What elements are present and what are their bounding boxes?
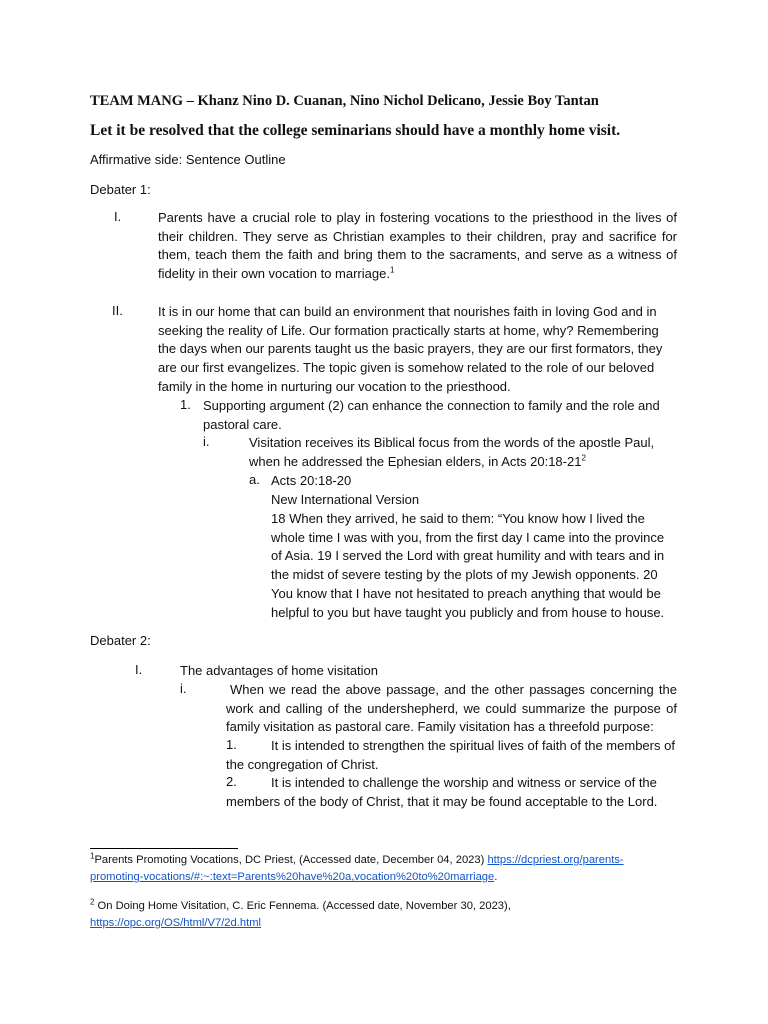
purpose-2-first-line: It is intended to challenge the worship and witness or service of the: [271, 775, 657, 790]
sub-i-body: Visitation receives its Biblical focus from the words of the apostle Paul, when he addressed the Ephesian elders, in Acts 20:18-21: [249, 435, 655, 469]
acts-verse: 18 When they arrived, he said to them: “You know how I lived the whole time I was with you, from the first day I came into the province of Asia. 19 I served the Lord with great humility and with tears and in the midst of severe testing by the plots of my Jewish opponents. 20 You know that I have not hesitated to preach anything that would be helpful to you but have taught you publicly and from house to house.: [271, 511, 665, 620]
sub-a-letter: a.: [249, 472, 260, 487]
sub-1-text: Supporting argument (2) can enhance the connection to family and the role and pastoral care.: [203, 398, 660, 432]
d2-sub-i-numeral: i.: [180, 681, 187, 696]
footnote-2-mark: 2: [90, 897, 95, 907]
purpose-2-rest: members of the body of Christ, that it may be found acceptable to the Lord.: [226, 794, 658, 809]
d2-point-1-numeral: I.: [135, 662, 143, 677]
footnote-1-tail: .: [494, 871, 498, 883]
d2-point-1-text: The advantages of home visitation: [180, 663, 379, 678]
debater2-label: Debater 2:: [90, 633, 151, 648]
purpose-2-number: 2.: [226, 774, 237, 789]
sub-1-number: 1.: [180, 397, 191, 412]
footnote-ref-2: 2: [581, 453, 586, 463]
footnote-1: [90, 852, 650, 886]
team-heading: TEAM MANG – Khanz Nino D. Cuanan, Nino Nichol Delicano, Jessie Boy Tantan: [90, 93, 599, 109]
point-1-body: Parents have a crucial role to play in fostering vocations to the priesthood in the lives of their children. They serve as Christian examples to their children, pray and sacrifice for them, teach them the faith and bring them to the sacraments, and serve as a witness of fidelity in their own vocation to marriage.: [158, 210, 677, 282]
resolution-heading: Let it be resolved that the college seminarians should have a monthly home visit.: [90, 122, 621, 139]
d2-sub-i-text: When we read the above passage, and the other passages concerning the work and calling of the undershepherd, we could summarize the purpose of family visitation as pastoral care. Family visitation has a threefold purpose:: [226, 682, 677, 735]
footnote-ref-1: 1: [389, 265, 395, 275]
acts-reference: Acts 20:18-20: [271, 473, 352, 488]
footnote-1-link-part2[interactable]: promoting-vocations/#:~:text=Parents%20have%20a,vocation%20to%20marriage: [90, 871, 495, 883]
purpose-1-number: 1.: [226, 737, 237, 752]
footnote-1-mark: 1: [90, 851, 95, 861]
outline-label: Affirmative side: Sentence Outline: [90, 152, 286, 167]
point-1-numeral: I.: [114, 209, 122, 224]
footnote-2: [90, 898, 650, 932]
point-2-numeral: II.: [112, 303, 123, 318]
footnote-1-text: Parents Promoting Vocations, DC Priest, (Accessed date, December 04, 2023): [94, 854, 488, 866]
debater1-label: Debater 1:: [90, 182, 151, 197]
point-2-text: It is in our home that can build an environment that nourishes faith in loving God and in seeking the reality of Life. Our formation practically starts at home, why? Remembering the days when our parents taught us the basic prayers, they are our first formators, they are our first evangelizes. The topic given is somehow related to the role of our beloved family in the home in nurturing our vocation to the priesthood.: [158, 304, 663, 394]
purpose-1-rest: the congregation of Christ.: [226, 757, 379, 772]
footnote-2-link[interactable]: https://opc.org/OS/html/V7/2d.html: [90, 917, 261, 929]
footnote-1-link-part1[interactable]: https://dcpriest.org/parents-: [487, 854, 624, 866]
bible-version: New International Version: [271, 492, 420, 507]
point-1-text: [158, 209, 677, 284]
footnote-2-text: On Doing Home Visitation, C. Eric Fennema. (Accessed date, November 30, 2023),: [94, 900, 511, 912]
sub-i-text: [249, 434, 659, 471]
footnote-separator: [90, 848, 238, 849]
purpose-1-first-line: It is intended to strengthen the spiritual lives of faith of the members of: [271, 738, 675, 753]
sub-i-numeral: i.: [203, 434, 210, 449]
